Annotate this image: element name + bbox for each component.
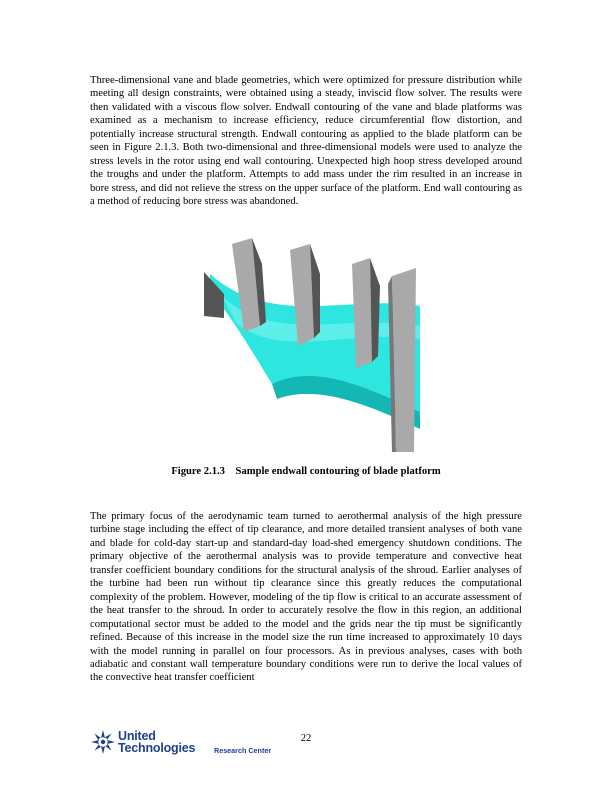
logo-wordmark (118, 730, 195, 754)
blade-5 (392, 268, 416, 452)
body-paragraph-1: Three-dimensional vane and blade geometries, which were optimized for pressure distribution while meeting all design constraints, were obtained using a steady, inviscid flow solver. The results were then validated with a viscous flow solver. Endwall contouring of the vane and blade platforms was examined as a mechanism to increase efficiency, reduce circumferential flow distortion, and potentially increase structural strength. Endwall contouring as applied to the blade platform can be seen in Figure 2.1.3. Both two-dimensional and three-dimensional models were used to analyze the stress levels in the rotor using end wall contouring. Unexpected high hoop stress developed around the troughs and under the platform. Attempts to add mass under the rim resulted in an increase in bore stress, and did not relieve the stress on the upper surface of the platform. End wall contouring as a method of reducing bore stress was abandoned. (90, 75, 522, 208)
logo-swirl-icon (90, 729, 116, 755)
logo-line-1: United (118, 729, 156, 743)
blade-platform-figure (202, 234, 420, 456)
blade-platform-render (202, 234, 420, 456)
logo-line-2: Technologies (118, 741, 196, 755)
body-paragraph-2: The primary focus of the aerodynamic team turned to aerothermal analysis of the high pressure turbine stage including the effect of tip clearance, and more detailed transient analyses of both vane and blade for cold-day start-up and standard-day load-shed emergency shutdown conditions. The primary objective of the aerothermal analysis was to provide temperature and convective heat transfer coefficient boundary conditions for the structural analysis of the shroud. Earlier analyses of the turbine had been run without tip clearance since this greatly reduces the computational complexity of the problem. However, modeling of the tip flow is critical to an accurate assessment of the heat transfer to the shroud. In order to accurately resolve the flow in this region, an additional computational sector must be added to the model and the grids near the tip must be significantly refined. Because of this increase in the model size the run time increased to approximately 10 days with the model running in parallel on four processors. As in previous analyses, cases with both adiabatic and constant wall temperature boundary conditions were run to derive the local values of the convective heat transfer coefficient (90, 511, 522, 684)
page-number: 22 (300, 733, 312, 744)
logo-subtitle: Research Center (214, 746, 272, 755)
figure-caption: Figure 2.1.3 Sample endwall contouring of blade platform (171, 466, 441, 477)
utrc-logo (90, 729, 290, 759)
